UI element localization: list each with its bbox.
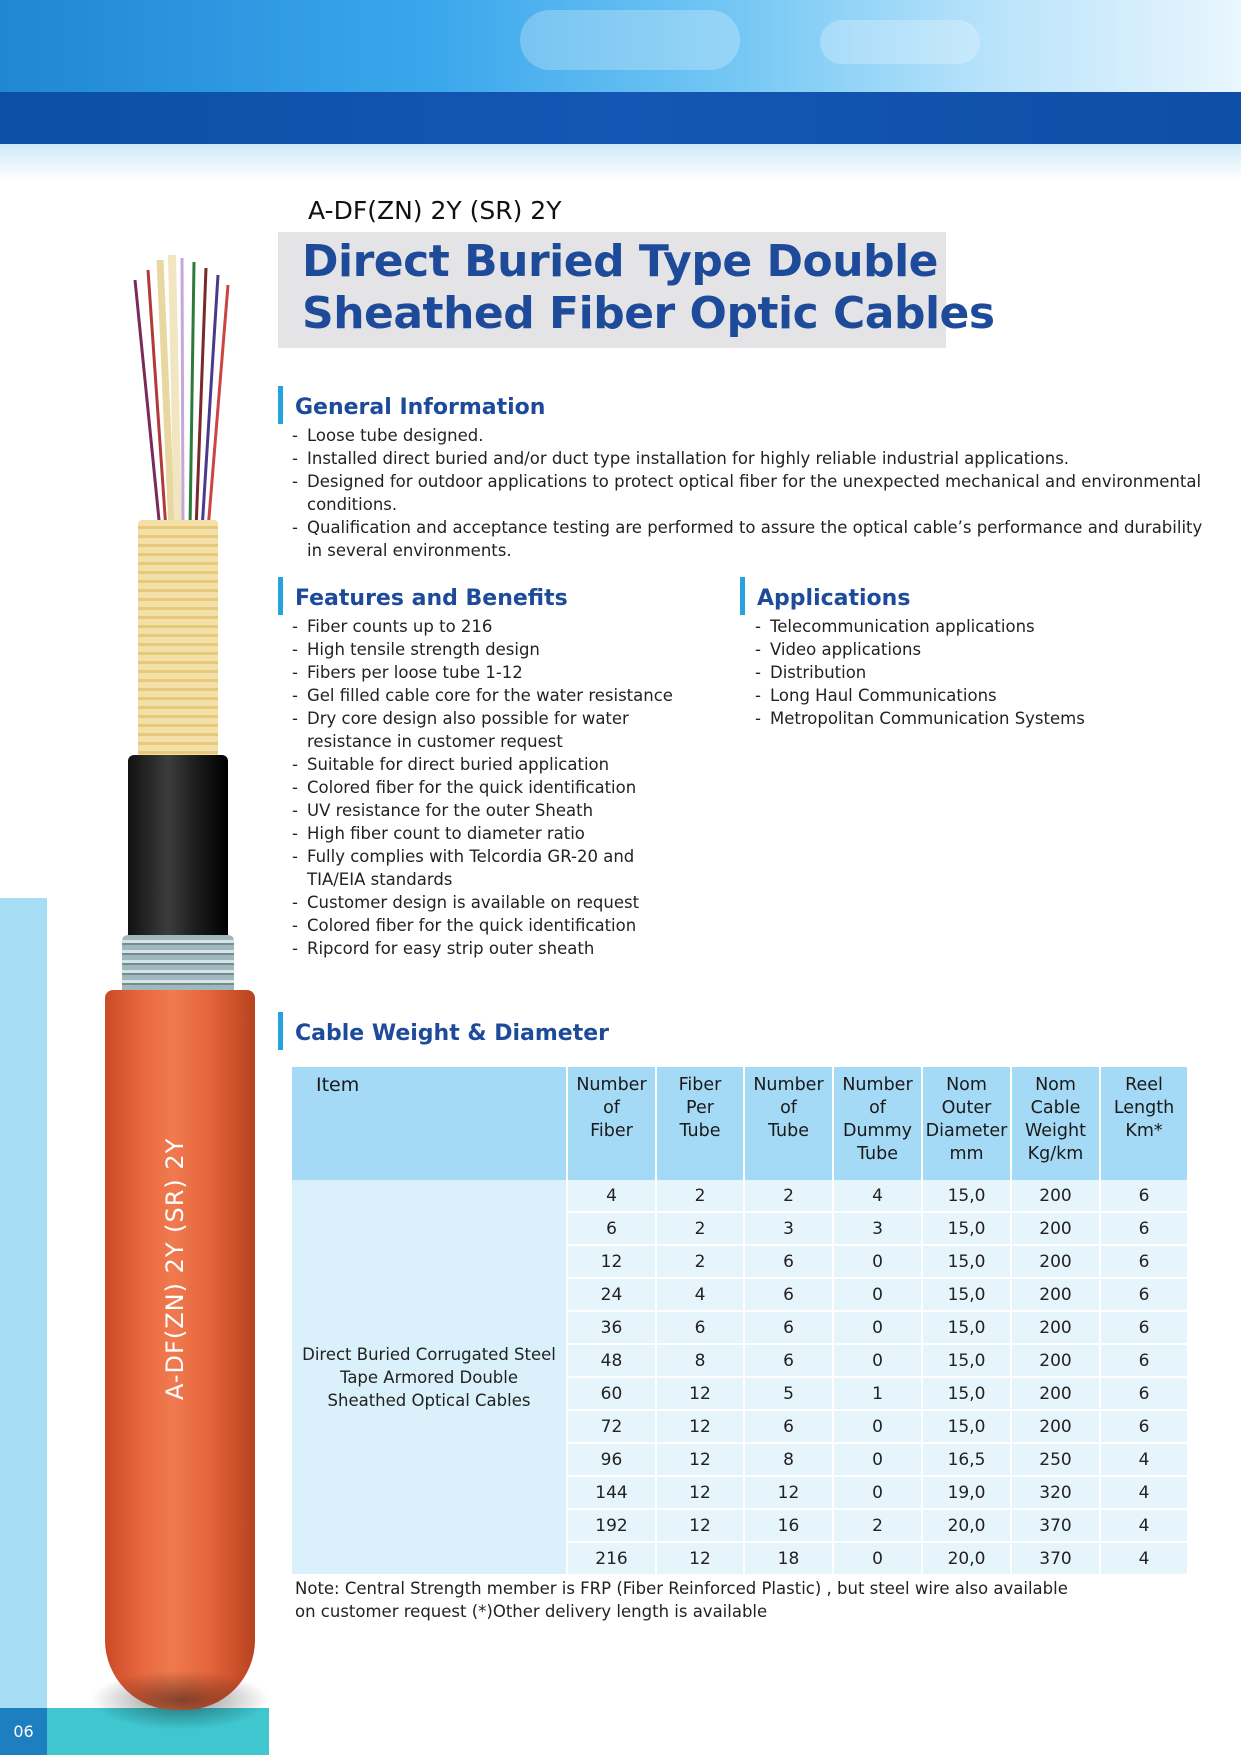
page-number: 06 [0,1708,47,1755]
list-item: - Fiber counts up to 216 [292,615,732,638]
table-cell: 200 [1011,1377,1100,1410]
list-item: - Colored fiber for the quick identification [292,776,732,799]
table-cell: 16,5 [922,1443,1011,1476]
applications-list [755,615,1195,730]
table-cell: 6 [1100,1245,1188,1278]
table-cell: 4 [1100,1509,1188,1542]
list-item-continuation: in several environments. [307,541,512,560]
table-cell: 4 [833,1180,922,1212]
table-cell: 72 [567,1410,656,1443]
table-cell: 200 [1011,1180,1100,1212]
column-header-line: Dummy [842,1121,913,1141]
table-cell: 6 [1100,1344,1188,1377]
table-cell: 370 [1011,1509,1100,1542]
table-cell: 200 [1011,1344,1100,1377]
header-banner [0,0,1241,92]
table-cell: 200 [1011,1245,1100,1278]
list-item: - Loose tube designed. [292,424,1212,447]
table-cell: 12 [656,1377,744,1410]
general-info-heading: General Information [278,386,545,424]
table-cell: 12 [656,1542,744,1575]
list-item-continuation: resistance in customer request [307,732,563,751]
list-item: - Metropolitan Communication Systems [755,707,1195,730]
table-cell: 6 [1100,1212,1188,1245]
table-cell: 15,0 [922,1245,1011,1278]
table-cell: 36 [567,1311,656,1344]
column-header-line: Nom [1035,1075,1076,1095]
features-heading: Features and Benefits [278,577,568,615]
table-cell: 3 [744,1212,833,1245]
table-cell: 4 [656,1278,744,1311]
table-cell: 15,0 [922,1278,1011,1311]
table-cell: 12 [567,1245,656,1278]
table-cell: 0 [833,1344,922,1377]
item-cell-line: Direct Buried Corrugated Steel [302,1344,556,1364]
column-header-item [292,1067,567,1180]
item-cell-line: Sheathed Optical Cables [327,1390,531,1410]
table-cell: 200 [1011,1278,1100,1311]
note-line: Note: Central Strength member is FRP (Fiber Reinforced Plastic) , but steel wire also available [295,1579,1068,1598]
table-cell: 0 [833,1476,922,1509]
column-header-line: Diameter [925,1121,1008,1141]
table-cell: 0 [833,1311,922,1344]
table-cell: 24 [567,1278,656,1311]
list-item: - Telecommunication applications [755,615,1195,638]
list-item: - Qualification and acceptance testing are performed to assure the optical cable’s performance and durability [292,516,1212,539]
table-cell: 0 [833,1410,922,1443]
column-header-line: of [780,1098,797,1118]
column-header-line: Kg/km [1027,1144,1084,1164]
table-cell: 15,0 [922,1377,1011,1410]
column-header-line: Weight [1025,1121,1086,1141]
header-fade [0,144,1241,180]
list-item-continuation: conditions. [307,495,398,514]
side-strip [0,898,47,1708]
cable-weight-table [292,1067,1189,1576]
list-item: - Distribution [755,661,1195,684]
column-header-line: Reel [1125,1075,1163,1095]
list-item: - Ripcord for easy strip outer sheath [292,937,732,960]
list-item: - High tensile strength design [292,638,732,661]
column-header-line: Item [316,1074,360,1096]
table-cell: 6 [1100,1180,1188,1212]
table-cell: 18 [744,1542,833,1575]
table-body [292,1180,1188,1575]
column-header [1011,1067,1100,1180]
table-cell: 0 [833,1443,922,1476]
table-cell: 6 [1100,1377,1188,1410]
table-cell: 4 [1100,1443,1188,1476]
list-item: - Colored fiber for the quick identification [292,914,732,937]
cable-shadow [90,1670,270,1730]
table-cell: 4 [1100,1542,1188,1575]
column-header-line: Number [753,1075,824,1095]
table-cell: 15,0 [922,1311,1011,1344]
table-cell: 144 [567,1476,656,1509]
column-header-line: Fiber [590,1121,633,1141]
table-cell: 0 [833,1278,922,1311]
table-cell: 20,0 [922,1509,1011,1542]
column-header-line: Km* [1125,1121,1163,1141]
table-cell: 48 [567,1344,656,1377]
column-header-line: of [603,1098,620,1118]
column-header-line: Tube [768,1121,809,1141]
table-cell: 8 [656,1344,744,1377]
column-header [744,1067,833,1180]
table-cell: 6 [744,1344,833,1377]
column-header [833,1067,922,1180]
table-cell: 96 [567,1443,656,1476]
table-cell: 2 [656,1212,744,1245]
table-cell: 6 [1100,1278,1188,1311]
item-cell-line: Tape Armored Double [339,1367,519,1387]
list-item: - Video applications [755,638,1195,661]
list-item: - Suitable for direct buried application [292,753,732,776]
table-cell: 4 [567,1180,656,1212]
table-cell: 200 [1011,1311,1100,1344]
table-cell: 6 [656,1311,744,1344]
general-info-list [292,424,1212,562]
item-cell [292,1180,567,1575]
column-header-line: Outer [941,1098,992,1118]
cable-illustration [100,250,260,1710]
table-cell: 12 [656,1509,744,1542]
header-band [0,92,1241,144]
list-item: - Long Haul Communications [755,684,1195,707]
product-code: A-DF(ZN) 2Y (SR) 2Y [308,196,562,225]
table-cell: 250 [1011,1443,1100,1476]
list-item: - High fiber count to diameter ratio [292,822,732,845]
note-line: on customer request (*)Other delivery length is available [295,1602,768,1621]
table-cell: 6 [567,1212,656,1245]
column-header [1100,1067,1188,1180]
table-cell: 0 [833,1542,922,1575]
column-header [567,1067,656,1180]
table-heading: Cable Weight & Diameter [278,1012,609,1050]
column-header-line: Cable [1030,1098,1081,1118]
table-cell: 200 [1011,1410,1100,1443]
table-cell: 12 [656,1476,744,1509]
banner-glow [520,10,740,70]
table-cell: 320 [1011,1476,1100,1509]
table-cell: 6 [744,1245,833,1278]
table-cell: 370 [1011,1542,1100,1575]
table-cell: 5 [744,1377,833,1410]
table-cell: 15,0 [922,1410,1011,1443]
banner-glow [820,20,980,64]
column-header-line: of [869,1098,886,1118]
list-item: - Customer design is available on request [292,891,732,914]
table-cell: 20,0 [922,1542,1011,1575]
table-cell: 16 [744,1509,833,1542]
column-header-line: Length [1113,1098,1175,1118]
table-cell: 192 [567,1509,656,1542]
list-item: - Installed direct buried and/or duct type installation for highly reliable industrial applications. [292,447,1212,470]
column-header-line: Tube [857,1144,898,1164]
table-cell: 6 [744,1278,833,1311]
table-cell: 15,0 [922,1212,1011,1245]
table-note [295,1577,1068,1623]
fiber-strands [120,250,240,530]
list-item: - UV resistance for the outer Sheath [292,799,732,822]
column-header [922,1067,1011,1180]
table-cell: 6 [744,1311,833,1344]
table-cell: 1 [833,1377,922,1410]
features-list [292,615,732,960]
applications-heading: Applications [740,577,910,615]
column-header-line: Number [576,1075,647,1095]
table-cell: 4 [1100,1476,1188,1509]
table-cell: 3 [833,1212,922,1245]
column-header-line: Nom [946,1075,987,1095]
column-header-line: Per [686,1098,714,1118]
table-cell: 19,0 [922,1476,1011,1509]
table-cell: 200 [1011,1212,1100,1245]
list-item: - Gel filled cable core for the water resistance [292,684,732,707]
cable-side-label: A-DF(ZN) 2Y (SR) 2Y [161,1137,189,1400]
column-header-line: Number [842,1075,913,1095]
table-cell: 12 [656,1443,744,1476]
table-cell: 8 [744,1443,833,1476]
column-header-line: Tube [679,1121,721,1141]
page-title-line-2: Sheathed Fiber Optic Cables [302,288,995,339]
table-cell: 216 [567,1542,656,1575]
table-cell: 12 [656,1410,744,1443]
table-cell: 2 [656,1180,744,1212]
table-header-row [292,1067,1188,1180]
table-cell: 0 [833,1245,922,1278]
list-item: - Fully complies with Telcordia GR-20 and [292,845,732,868]
table-cell: 15,0 [922,1344,1011,1377]
table-cell: 60 [567,1377,656,1410]
page-title-line-1: Direct Buried Type Double [302,236,939,287]
table-cell: 6 [1100,1410,1188,1443]
table-cell: 12 [744,1476,833,1509]
list-item: - Designed for outdoor applications to protect optical fiber for the unexpected mechanical and environmental [292,470,1212,493]
table-cell: 15,0 [922,1180,1011,1212]
table-cell: 6 [1100,1311,1188,1344]
column-header [656,1067,744,1180]
list-item-continuation: TIA/EIA standards [307,870,453,889]
list-item: - Dry core design also possible for water [292,707,732,730]
table-cell: 6 [744,1410,833,1443]
list-item: - Fibers per loose tube 1-12 [292,661,732,684]
table-row [292,1180,1188,1212]
table-cell: 2 [744,1180,833,1212]
column-header-line: mm [949,1144,984,1164]
table-cell: 2 [833,1509,922,1542]
column-header-line: Fiber [678,1075,722,1095]
table-cell: 2 [656,1245,744,1278]
